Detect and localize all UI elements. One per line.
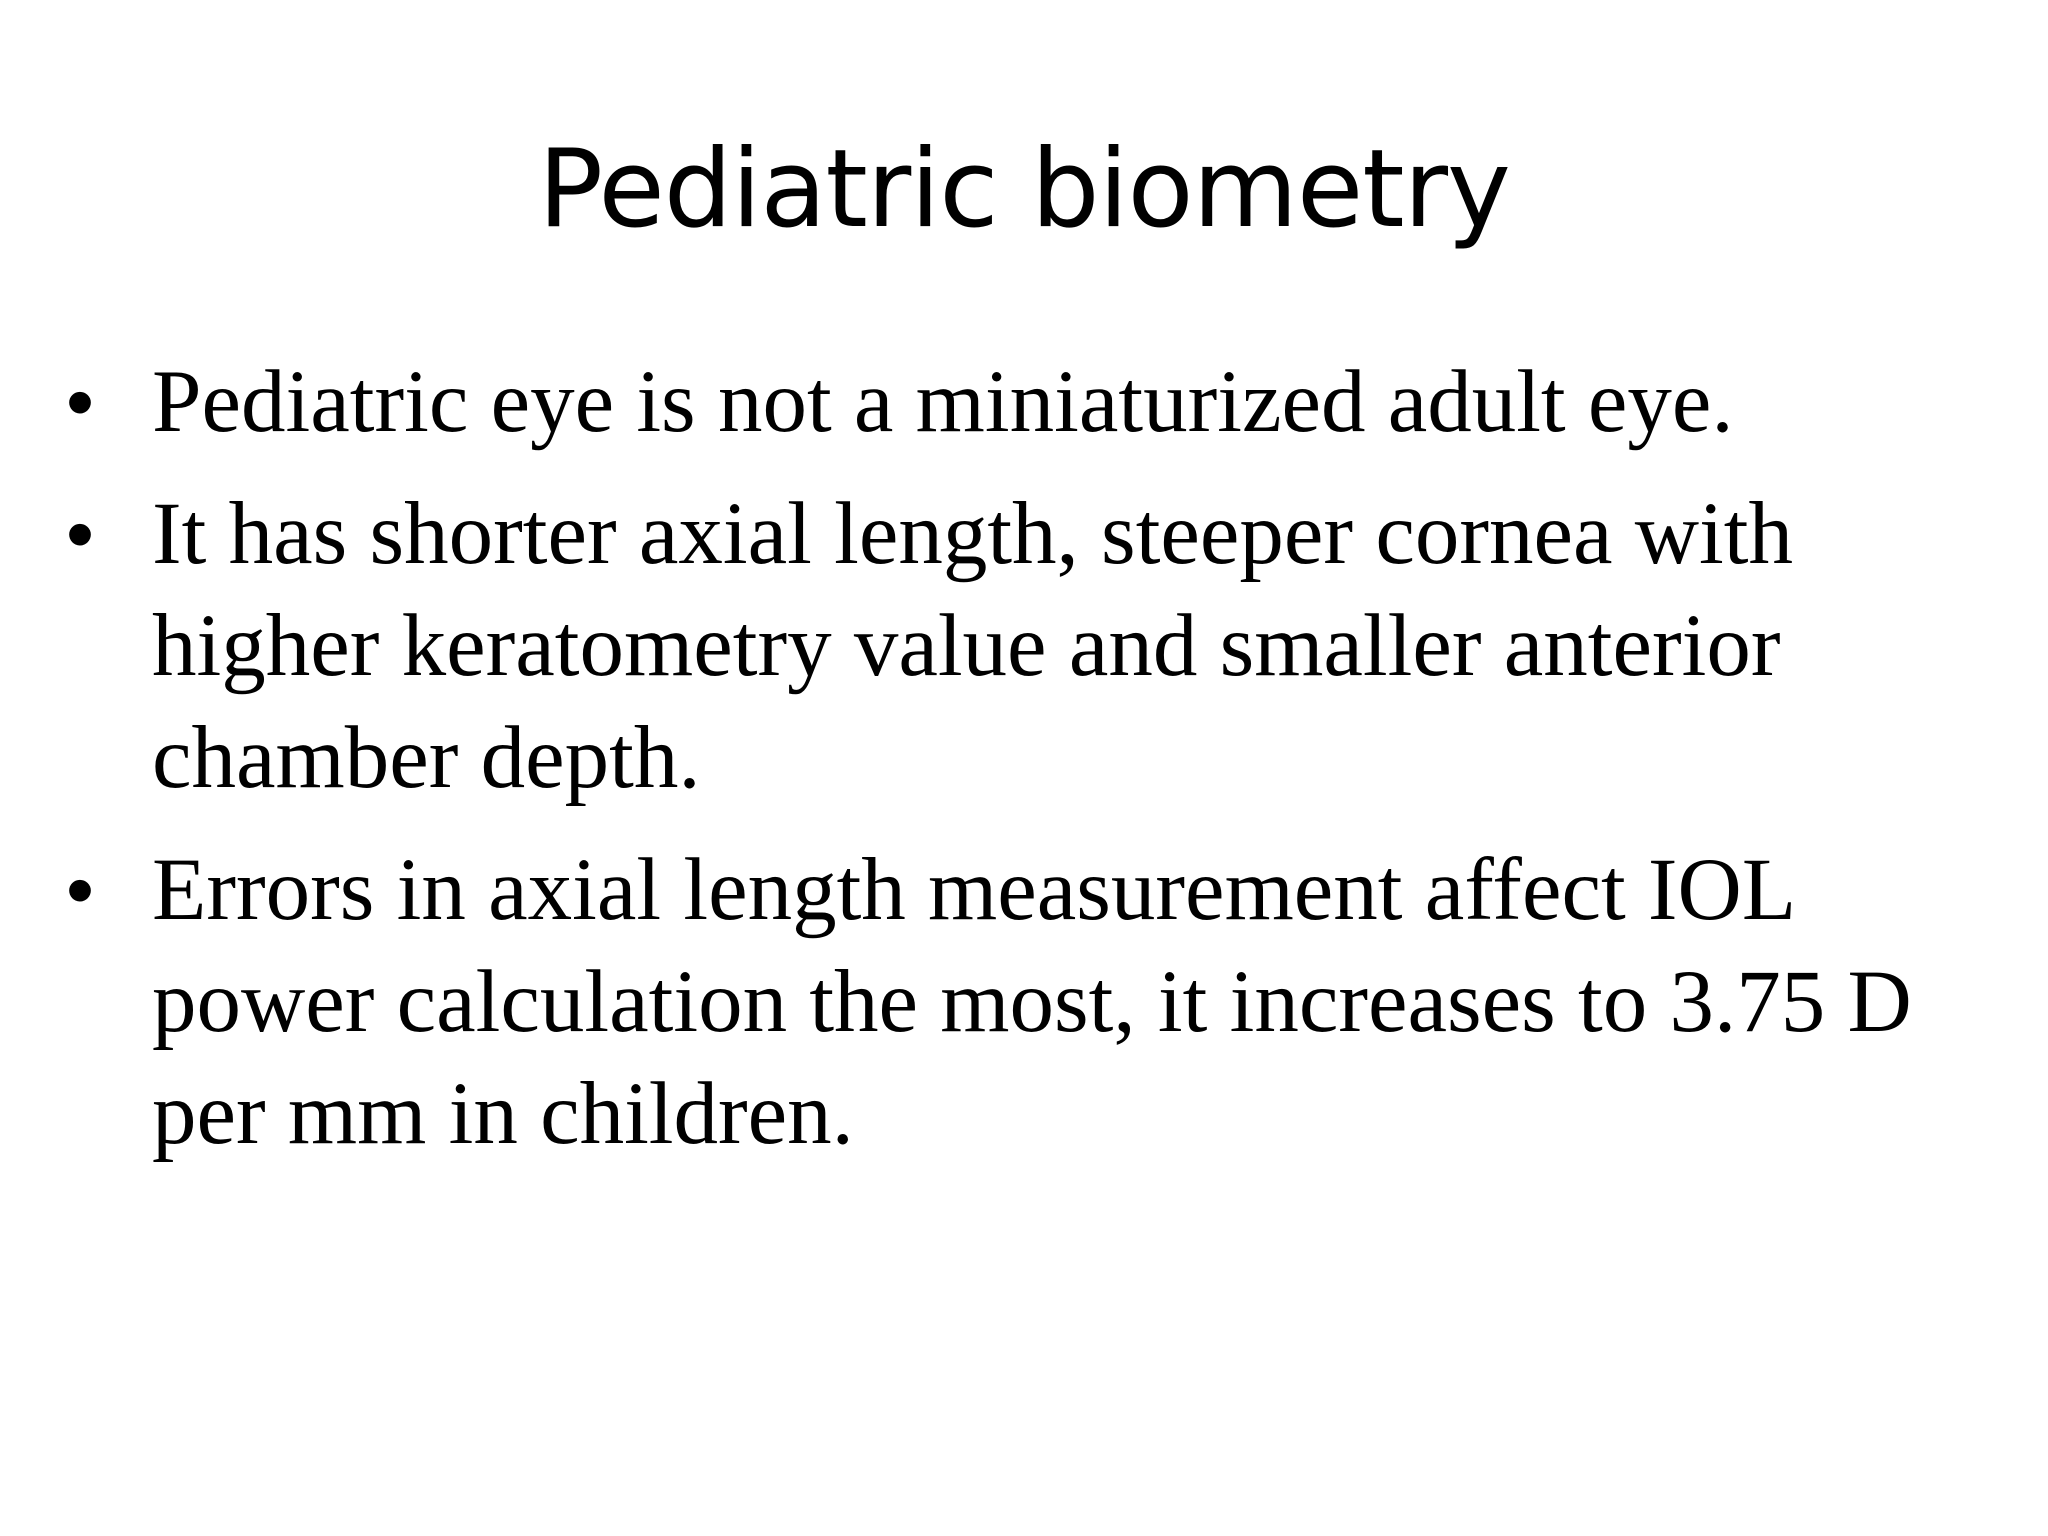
bullet-dot-icon: • — [66, 845, 95, 934]
bullet-text: It has shorter axial length, steeper cornea with higher keratometry value and smaller anterior chamber depth. — [152, 485, 1793, 807]
bullet-item — [66, 346, 2006, 458]
bullet-item — [66, 478, 2006, 814]
bullet-text: Errors in axial length measurement affect IOL power calculation the most, it increases to 3.75 D per mm in children. — [152, 841, 1912, 1163]
bullet-list — [66, 346, 2006, 1190]
bullet-dot-icon: • — [66, 357, 95, 446]
bullet-text: Pediatric eye is not a miniaturized adult eye. — [152, 353, 1734, 451]
bullet-dot-icon: • — [66, 489, 95, 578]
slide-title: Pediatric biometry — [538, 127, 1510, 252]
bullet-item — [66, 834, 2006, 1170]
